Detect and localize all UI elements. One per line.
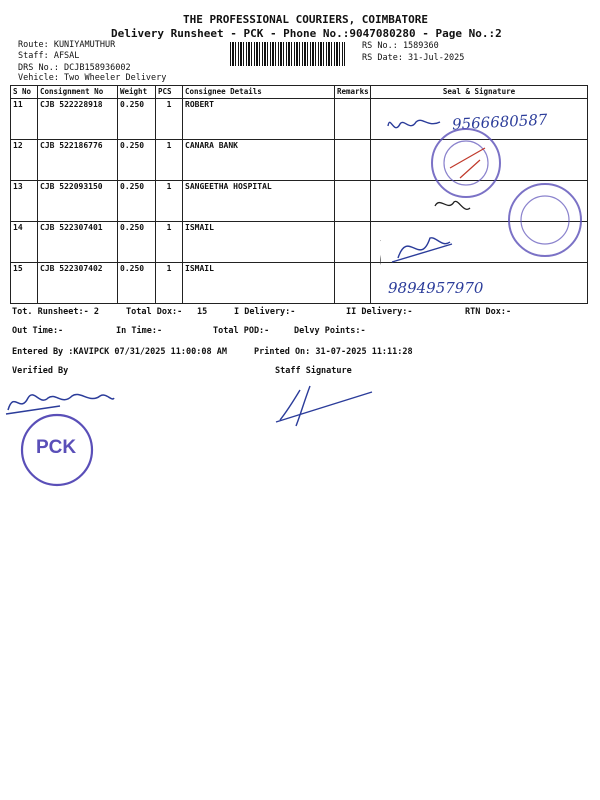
verified-by-label: Verified By [12,366,69,376]
drs-number: DRS No.: DCJB158936002 [18,63,131,73]
cell-cn: CJB 522093150 [38,181,118,222]
delvy-points: Delvy Points:- [294,326,366,336]
cell-consignee: ROBERT [183,99,335,140]
in-time: In Time:- [116,326,163,336]
staff-signature-label: Staff Signature [275,366,352,376]
col-sno: S No [11,86,38,99]
cell-pcs: 1 [156,263,183,304]
total-dox-value: 15 [197,307,208,317]
cell-weight: 0.250 [118,140,156,181]
total-dox-label: Total Dox:- [126,307,183,317]
vehicle: Vehicle: Two Wheeler Delivery [18,73,167,83]
cell-weight: 0.250 [118,263,156,304]
company-title: THE PROFESSIONAL COURIERS, COIMBATORE [183,13,429,26]
entered-by: Entered By :KAVIPCK 07/31/2025 11:00:08 AM [12,347,227,357]
staff: Staff: AFSAL [18,51,80,61]
cell-remarks [335,222,371,263]
rs-date: RS Date: 31-Jul-2025 [362,53,465,63]
cell-remarks [335,181,371,222]
runsheet-subtitle: Delivery Runsheet - PCK - Phone No.:9047080280 - Page No.:2 [111,27,502,40]
cell-sno: 14 [11,222,38,263]
handwritten-phone-1: 9566680587 [451,110,548,134]
tot-runsheet: Tot. Runsheet:- 2 [12,307,99,317]
cell-pcs: 1 [156,222,183,263]
cell-consignee: ISMAIL [183,222,335,263]
cell-cn: CJB 522307401 [38,222,118,263]
cell-pcs: 1 [156,181,183,222]
bottom-signatures-graphic [0,376,380,496]
col-consignment: Consignment No [38,86,118,99]
cell-sno: 13 [11,181,38,222]
cell-sno: 15 [11,263,38,304]
cell-sno: 11 [11,99,38,140]
cell-cn: CJB 522228918 [38,99,118,140]
cell-pcs: 1 [156,140,183,181]
cell-consignee: ISMAIL [183,263,335,304]
col-pcs: PCS [156,86,183,99]
canara-bank-seal [432,129,500,197]
cell-remarks [335,263,371,304]
i-delivery: I Delivery:- [234,307,296,317]
signature-robert [388,120,440,127]
cell-cn: CJB 522186776 [38,140,118,181]
signature-hospital [435,201,470,209]
total-pod: Total POD:- [213,326,270,336]
cell-weight: 0.250 [118,222,156,263]
cell-remarks [335,99,371,140]
cell-consignee: CANARA BANK [183,140,335,181]
cell-sno: 12 [11,140,38,181]
hospital-seal [509,184,581,256]
signature-ismail [392,238,452,262]
cell-consignee: SANGEETHA HOSPITAL [183,181,335,222]
pck-stamp-text: PCK [36,437,77,458]
cell-remarks [335,140,371,181]
rtn-dox: RTN Dox:- [465,307,512,317]
col-consignee: Consignee Details [183,86,335,99]
verified-signature [6,394,114,414]
cell-cn: CJB 522307402 [38,263,118,304]
printed-on: Printed On: 31-07-2025 11:11:28 [254,347,413,357]
barcode [230,42,345,66]
route: Route: KUNIYAMUTHUR [18,40,116,50]
rs-number: RS No.: 1589360 [362,41,439,51]
col-remarks: Remarks [335,86,371,99]
ii-delivery: II Delivery:- [346,307,413,317]
col-seal: Seal & Signature [371,86,588,99]
cell-pcs: 1 [156,99,183,140]
staff-signature [276,386,372,426]
out-time: Out Time:- [12,326,64,336]
cell-weight: 0.250 [118,99,156,140]
table-header-row [11,86,588,99]
cell-weight: 0.250 [118,181,156,222]
seal-signatures-graphic [380,108,590,308]
handwritten-phone-2: 9894957970 [388,279,484,297]
col-weight: Weight [118,86,156,99]
